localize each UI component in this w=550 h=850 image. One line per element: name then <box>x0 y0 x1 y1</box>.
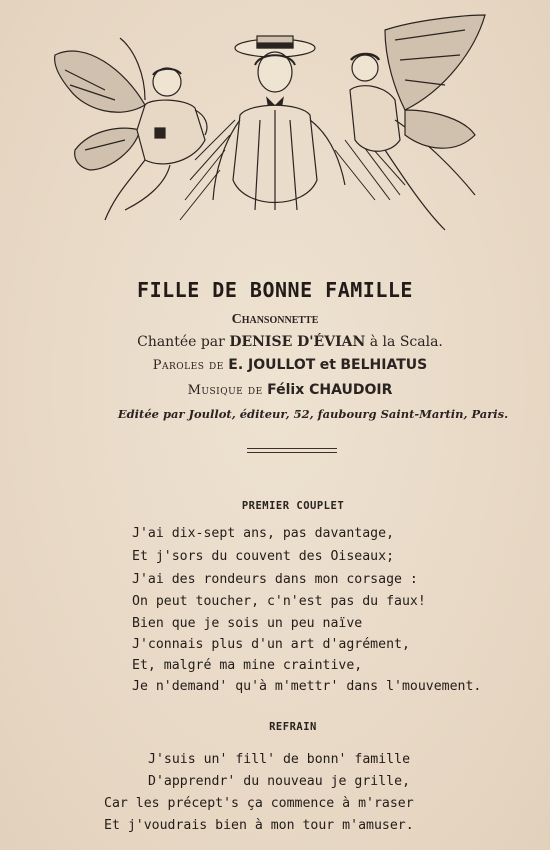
lyrics-prefix: Paroles de <box>152 358 224 373</box>
performer-credit <box>15 334 550 350</box>
fairies-and-lady-illustration <box>45 10 505 260</box>
song-title: FILLE DE BONNE FAMILLE <box>137 278 413 302</box>
lyrics-and: et <box>319 357 336 373</box>
couplet-line: On peut toucher, c'n'est pas du faux! <box>132 594 426 609</box>
couplet-line: J'connais plus d'un art d'agrément, <box>132 637 410 652</box>
couplet-line: Bien que je sois un peu naïve <box>132 616 363 631</box>
couplet-line: Et, malgré ma mine craintive, <box>132 658 363 673</box>
venue: à la Scala. <box>369 334 443 350</box>
couplet-line: J'ai dix-sept ans, pas davantage, <box>132 526 395 541</box>
double-rule-divider <box>247 448 337 453</box>
sung-prefix: Chantée par <box>137 334 225 350</box>
lyricist-1: E. JOULLOT <box>228 357 316 373</box>
song-genre: Chansonnette <box>231 312 319 327</box>
lyricist-2: BELHIATUS <box>340 357 428 373</box>
couplet-line: Je n'demand' qu'à m'mettr' dans l'mouvement. <box>132 679 482 694</box>
publisher-line: Editée par Joullot, éditeur, 52, faubourg Saint-Martin, Paris. <box>117 407 509 421</box>
refrain-line: Et j'voudrais bien à mon tour m'amuser. <box>104 818 414 833</box>
refrain-line: D'apprendr' du nouveau je grille, <box>148 774 411 789</box>
refrain-line: Car les précept's ça commence à m'raser <box>104 796 414 811</box>
composer-name: Félix CHAUDOIR <box>267 382 393 398</box>
music-credit <box>15 382 550 398</box>
refrain-line: J'suis un' fill' de bonn' famille <box>148 752 411 767</box>
lyrics-credit <box>15 357 550 373</box>
refrain-heading: REFRAIN <box>269 721 317 733</box>
music-prefix: Musique de <box>187 383 263 398</box>
performer-name: DENISE D'ÉVIAN <box>229 334 366 350</box>
couplet-line: J'ai des rondeurs dans mon corsage : <box>132 572 418 587</box>
couplet-heading: PREMIER COUPLET <box>241 500 345 512</box>
couplet-line: Et j'sors du couvent des Oiseaux; <box>132 549 395 564</box>
